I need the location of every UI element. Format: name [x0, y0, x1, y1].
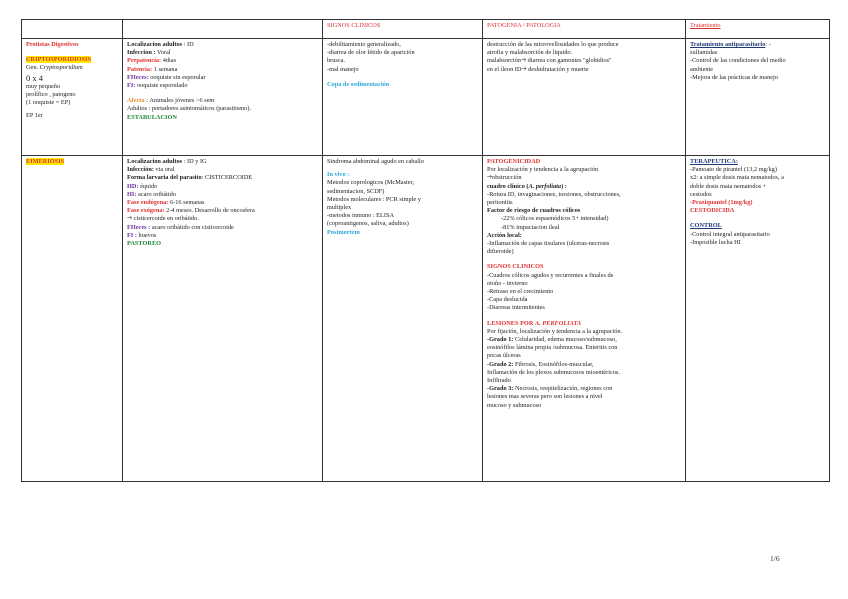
signo-1: -debilitamiento generalizado,	[327, 41, 401, 48]
grado2-line: -Grado 2: Fibrosis, Eosinófilos-muscular,	[487, 360, 594, 368]
genus-line: Gen. Cryptosporidium	[26, 64, 83, 72]
header-signos: SIGNOS CLINICOS	[323, 20, 483, 39]
arrow-right-icon: 🡢	[520, 57, 527, 65]
inf-line: Infeccion : Voral	[127, 49, 171, 57]
sc-3: -Retraso en el crecimiento	[487, 288, 554, 296]
al-1: -Inflamación de capas tisulares (ulceras-necrosis	[487, 240, 610, 248]
fr-1: -22% cólicos espasmódicos 5+ intensidad)	[501, 215, 609, 223]
trat-1: sulfamidas	[690, 49, 718, 57]
row1-col3	[323, 39, 483, 156]
diag-2: Metodos coprologicos (McMaster,	[327, 179, 415, 187]
row1-col2	[123, 39, 323, 156]
hd-line: HD: équido	[127, 182, 158, 190]
size-value: 0 x 4	[26, 72, 43, 83]
fi-line-2: FI : huevos	[127, 231, 157, 239]
fexo-line: Fase exógena: 2-4 meses. Desarrollo de oncosfera	[127, 207, 255, 215]
arrow-right-icon: 🡢	[127, 215, 133, 223]
header-row	[22, 20, 830, 39]
disease-name-eimeriosis: EIMERIOSIS	[26, 158, 65, 165]
group-title: Protistas Digestivos	[26, 41, 79, 48]
header-patogenia: PATOGENIA / PATOLOGIA	[483, 20, 686, 39]
patog-4: en el íleon ID🡢 deshidratación y muerte	[487, 65, 589, 73]
cuadro-clinico-line: cuadro clínico (A. perfoliata) :	[487, 182, 567, 190]
sc-5: -Diarreas intermitentes	[487, 304, 545, 312]
diag-5: multiplex	[327, 204, 352, 212]
les-1: Por fijación, localización y tendencia a la agrupación.	[487, 327, 623, 335]
sc-2: otoño - invierno	[487, 279, 528, 287]
ter-2: x2: a simple dosis mata nematodos, a	[690, 174, 784, 182]
sc-1: -Cuadros cólicos agudos y recurrentes a finales de	[487, 271, 614, 279]
row1-col1	[22, 39, 123, 156]
invivo-label: In vivo :	[327, 171, 350, 179]
praziquantel-line: -Praziquantel (1mg/kg)	[690, 199, 753, 207]
row1-col5	[686, 39, 830, 156]
row2-col4	[483, 156, 686, 482]
pastoreo-label: PASTOREO	[127, 240, 162, 248]
patogenicidad-title: PATOGENICIDAD	[487, 158, 541, 165]
postmortem-label: Postmortem	[327, 228, 360, 236]
control-title: CONTROL	[690, 222, 722, 230]
signo-4: -mal manejo	[327, 65, 359, 73]
terapeutica-title: TERAPEUTICA:	[690, 158, 738, 165]
trat-3: ambiente	[690, 65, 714, 73]
patog-1: destrucción de las microvellosidades lo que produce	[487, 41, 619, 48]
header-cell-1	[22, 20, 123, 39]
patog-3: malabsorción🡢 diarrea con gamontes "globidios"	[487, 57, 612, 65]
trat-4: -Mejora de las prácticas de manejo	[690, 73, 778, 81]
al-2: difteroide)	[487, 248, 514, 256]
diag-3: sedimentacion, SCDF)	[327, 187, 385, 195]
grado2-c: Infiltrado	[487, 377, 511, 385]
inf-line-2: Infección: via oral	[127, 166, 175, 174]
pat-2: 🡢obstrucción	[487, 174, 522, 182]
header-cell-2	[123, 20, 323, 39]
trat-2: -Control de las condiciones del medio	[690, 57, 786, 65]
grado3-line: -Grado 3: Necrosis, reepitelización, regiones con	[487, 385, 613, 393]
ter-4: cestodos	[690, 190, 712, 198]
patog-2: atrofia y malabsorción de liquido.	[487, 49, 573, 57]
header-tratamiento	[686, 20, 830, 39]
desc-line-3: (1 ooquiste = EP)	[26, 99, 71, 107]
ter-3: doble dosis mata nematodos +	[690, 182, 767, 190]
fi-line: FI: ooquiste esporulado	[127, 82, 188, 90]
ctrl-1: -Control integral antiparasitario	[690, 230, 770, 238]
row2-col5	[686, 156, 830, 482]
accion-local-title: Acción local:	[487, 231, 522, 239]
signo-3: brusca.	[327, 57, 346, 65]
grado1-c: pocas úlceras	[487, 352, 521, 360]
grado3-c: mucoso y submucoso	[487, 401, 542, 409]
diag-1: Sindroma abdominal agudo en caballo	[327, 158, 424, 165]
desc-line-2: prolífico , patogeno	[26, 90, 76, 98]
grado2-b: Inflamación de los plexos submucosos mioentéricos.	[487, 368, 620, 376]
pat-1: Por localización y tendencia a la agrupación	[487, 166, 599, 174]
signo-2: -diarrea de olor fétido de aparición	[327, 49, 415, 57]
ctrl-2: -Imposible lucha HI	[690, 238, 741, 246]
diag-7: (coproantigenos, saliva, adultos)	[327, 220, 409, 228]
row-eimeriosis	[22, 156, 830, 482]
diag-6: -metodos inmuno : ELISA	[327, 212, 394, 220]
prep-line: Prepatencia: 4dias	[127, 57, 177, 65]
estabulacion-label: ESTABULACION	[127, 113, 177, 121]
header-tratamiento-text: Tratamiento	[690, 22, 721, 29]
signos-clinicos-title: SIGNOS CLINICOS	[487, 263, 544, 271]
row2-col2	[123, 156, 323, 482]
fheces-line-2: FHeces : acaro oribátido con cisticercoide	[127, 223, 234, 231]
grado3-b: lesiones mas severas pero son lesiones a nivel	[487, 393, 603, 401]
summary-table	[21, 19, 830, 482]
fheces-line: FHeces: ooquiste sin esporular	[127, 73, 206, 81]
fexo-line-2: 🡢 cisticercoide en oribátido.	[127, 215, 199, 223]
row2-col3	[323, 156, 483, 482]
loc-line: Localizacion adultos : ID	[127, 41, 194, 48]
factor-riesgo-title: Factor de riesgo de cuadros cólicos	[487, 207, 581, 215]
copa-label: Copa de sedimentación	[327, 80, 390, 88]
pat-4: peritonitis	[487, 199, 513, 207]
row2-col1	[22, 156, 123, 482]
desc-line-1: muy pequeño	[26, 82, 61, 90]
trat-title-line: Tratamiento antiparasitario: -	[690, 41, 771, 48]
pat-line: Patencia: 1 semana	[127, 65, 178, 73]
forma-line: Forma larvaria del parasito: CISTICERCOIDE	[127, 174, 253, 182]
adultos-line: Adultos : portadores asintomáticos (parasitismo).	[127, 105, 251, 113]
disease-name-cripto: CRIPTOSPORIDIOSIS	[26, 56, 91, 64]
pat-3: -Rotura ID, invaginaciones, torsiones, obstrucciones,	[487, 190, 621, 198]
sc-4: -Capa deslucida	[487, 296, 528, 304]
fr-2: -81% impactacion ileal	[501, 223, 560, 231]
grado1-b: eosinófilos lámina propia /submucosa. Enteritis con	[487, 344, 618, 352]
arrow-right-icon: 🡢	[521, 65, 527, 73]
page-number: 1/6	[770, 554, 780, 563]
afecta-line: Afecta : Animales jóvenes >6 sem	[127, 97, 215, 105]
arrow-right-icon: 🡢	[487, 174, 493, 182]
diag-4: Metodos moleculares : PCR simple y	[327, 195, 421, 203]
ter-1: -Pamoato de pirantel (13,2 mg/kg)	[690, 166, 777, 174]
fend-line: Fase endógena: 6-16 semanas	[127, 199, 205, 207]
ep-line: EP 1er	[26, 112, 43, 120]
row-criptosporidiosis	[22, 39, 830, 156]
lesiones-title: LESIONES POR A. PERFOLIATA	[487, 319, 582, 327]
row1-col4	[483, 39, 686, 156]
loc-line-2: Localizacion adultos : ID y IG	[127, 158, 207, 165]
grado1-line: -Grado 1: Celularidad, edema mucoso/submucoso,	[487, 336, 617, 344]
cestodicida-label: CESTODICIDA	[690, 207, 735, 215]
hi-line: HI: acaro oribátido	[127, 190, 176, 198]
